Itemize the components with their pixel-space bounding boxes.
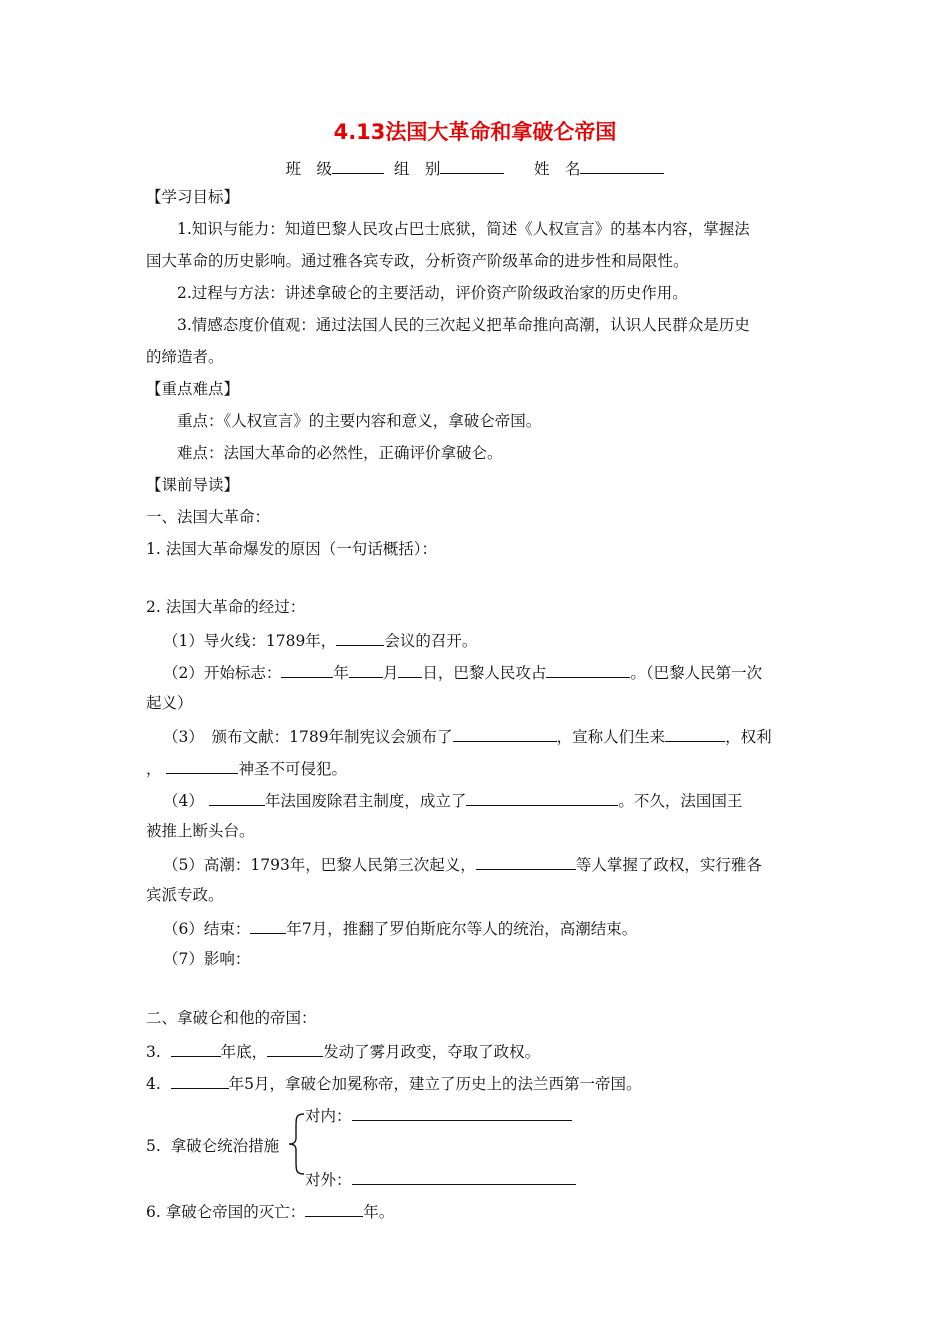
step-2-text-b: 年 <box>333 664 349 682</box>
step-3-rights-blank[interactable] <box>166 757 238 774</box>
question-4-text: 年5月，拿破仑加冕称帝，建立了历史上的法兰西第一帝国。 <box>228 1075 642 1093</box>
step-1 <box>163 629 477 651</box>
question-1: 1. 法国大革命爆发的原因（一句话概括）： <box>146 540 437 558</box>
step-6 <box>163 917 637 939</box>
goal-1-line-2: 国大革命的历史影响。通过雅各宾专政，分析资产阶级革命的进步性和局限性。 <box>146 252 689 270</box>
key-heading: 【重点难点】 <box>146 380 240 398</box>
step-6-text-a: （6）结束： <box>163 920 251 938</box>
question-3-person-blank[interactable] <box>267 1040 323 1057</box>
question-4-number: 4. <box>146 1075 161 1093</box>
step-2-text-c: 月 <box>382 664 399 682</box>
step-3-text-d: ， <box>146 760 162 778</box>
step-4-text-a: （4） <box>163 792 204 810</box>
goals-heading: 【学习目标】 <box>146 188 240 206</box>
step-5-line-2: 宾派专政。 <box>146 886 224 904</box>
step-3-born-blank[interactable] <box>665 725 725 742</box>
step-3-text-e: 神圣不可侵犯。 <box>238 760 347 778</box>
step-1-blank[interactable] <box>336 629 384 646</box>
question-6-text-b: 年。 <box>363 1203 395 1221</box>
step-4-text-b: 年法国废除君主制度，成立了 <box>264 792 467 810</box>
group-blank[interactable] <box>440 157 504 174</box>
step-2-text-e: 。（巴黎人民第一次 <box>630 664 763 682</box>
foreign-blank[interactable] <box>352 1168 576 1185</box>
question-3-year-blank[interactable] <box>171 1040 221 1057</box>
question-4-year-blank[interactable] <box>171 1072 229 1089</box>
step-4-regime-blank[interactable] <box>466 789 618 806</box>
step-3-text-c: ，权利 <box>725 728 772 746</box>
step-3-document-blank[interactable] <box>453 725 557 742</box>
student-info-line <box>0 157 950 179</box>
step-3 <box>163 725 772 747</box>
step-2-place-blank[interactable] <box>546 661 630 678</box>
question-3-text-c: 发动了雾月政变，夺取了政权。 <box>323 1043 541 1061</box>
question-6 <box>146 1200 394 1222</box>
domestic-blank[interactable] <box>352 1104 572 1121</box>
question-6-text-a: 6. 拿破仑帝国的灭亡： <box>146 1203 306 1221</box>
step-2-line-2: 起义） <box>146 694 193 712</box>
step-7: （7）影响： <box>163 950 251 968</box>
group-label: 组 别 <box>393 160 441 178</box>
goal-1-line-1: 1.知识与能力：知道巴黎人民攻占巴士底狱，简述《人权宣言》的基本内容，掌握法 <box>177 220 750 238</box>
step-6-text-b: 年7月，推翻了罗伯斯庇尔等人的统治，高潮结束。 <box>286 920 638 938</box>
section-1-title: 一、法国大革命： <box>146 508 271 526</box>
name-blank[interactable] <box>580 157 664 174</box>
section-2-title: 二、拿破仑和他的帝国： <box>146 1009 317 1027</box>
step-2-text-d: 日，巴黎人民攻占 <box>422 664 547 682</box>
step-1-text-b: 会议的召开。 <box>384 632 478 650</box>
step-5-leader-blank[interactable] <box>476 853 576 870</box>
step-6-year-blank[interactable] <box>250 917 286 934</box>
step-1-text-a: （1）导火线：1789年， <box>163 632 337 650</box>
question-6-year-blank[interactable] <box>305 1200 363 1217</box>
question-3-text-b: 年底， <box>220 1043 268 1061</box>
step-5-text-b: 等人掌握了政权，实行雅各 <box>575 856 762 874</box>
step-4 <box>163 789 742 811</box>
goal-3-line-2: 的缔造者。 <box>146 348 224 366</box>
brace-icon <box>286 1112 308 1176</box>
question-5 <box>146 1136 279 1156</box>
question-5-number: 5. <box>146 1137 161 1155</box>
preview-heading: 【课前导读】 <box>146 476 240 494</box>
question-5-text: 拿破仑统治措施 <box>170 1137 280 1155</box>
goal-2: 2.过程与方法：讲述拿破仑的主要活动，评价资产阶级政治家的历史作用。 <box>177 284 688 302</box>
class-blank[interactable] <box>332 157 384 174</box>
domestic-label: 对内： <box>305 1107 352 1125</box>
step-3-text-b: ，宣称人们生来 <box>556 728 666 746</box>
step-4-line-2: 被推上断头台。 <box>146 822 255 840</box>
step-3-text-a: （3） 颁布文献：1789年制宪议会颁布了 <box>163 728 453 746</box>
question-3 <box>146 1040 540 1062</box>
step-5-text-a: （5）高潮：1793年，巴黎人民第三次起义， <box>163 856 476 874</box>
question-5-domestic <box>305 1104 572 1126</box>
question-3-number: 3. <box>146 1043 161 1061</box>
key-difficulty: 难点：法国大革命的必然性，正确评价拿破仑。 <box>177 444 503 462</box>
step-2-day-blank[interactable] <box>398 661 422 678</box>
step-2-text-a: （2）开始标志： <box>163 664 282 682</box>
page-title: 4.13法国大革命和拿破仑帝国 <box>333 120 617 144</box>
goal-3-line-1: 3.情感态度价值观：通过法国人民的三次起义把革命推向高潮，认识人民群众是历史 <box>177 316 750 334</box>
step-2-year-blank[interactable] <box>281 661 333 678</box>
step-2 <box>163 661 762 683</box>
step-3-line-2 <box>146 757 347 779</box>
step-4-year-blank[interactable] <box>209 789 265 806</box>
question-2: 2. 法国大革命的经过： <box>146 598 306 616</box>
foreign-label: 对外： <box>305 1171 352 1189</box>
step-4-text-c: 。不久，法国国王 <box>618 792 743 810</box>
class-label: 班 级 <box>285 160 333 178</box>
step-2-month-blank[interactable] <box>349 661 383 678</box>
step-5 <box>163 853 762 875</box>
question-5-foreign <box>305 1168 576 1190</box>
key-focus: 重点：《人权宣言》的主要内容和意义，拿破仑帝国。 <box>177 412 542 430</box>
question-4 <box>146 1072 642 1094</box>
name-label: 姓 名 <box>533 160 581 178</box>
